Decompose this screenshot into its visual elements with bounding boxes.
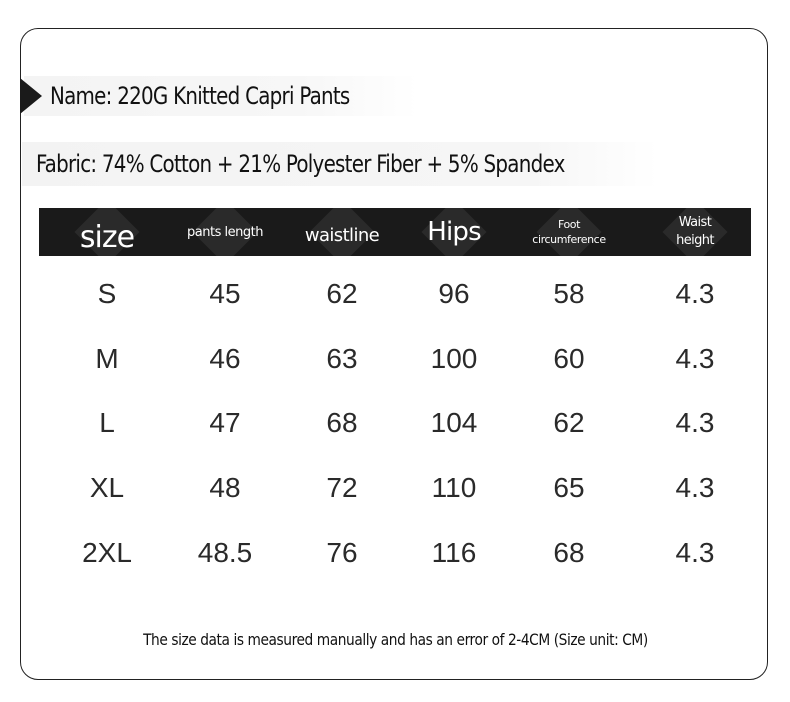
header-hips [409,208,499,256]
cell-waistline: 76 [326,536,358,568]
header-waist-height-line1: Waist [678,215,712,230]
product-fabric-banner [22,142,658,186]
header-foot-label [532,217,605,247]
cell-waist-height: 4.3 [675,536,715,568]
cell-size: 2XL [82,536,132,568]
header-waist-height [639,208,751,256]
cell-size: L [99,407,115,439]
header-size [39,208,175,256]
header-waist-height-label [676,214,714,250]
header-hips-label: Hips [427,217,481,247]
table-body [39,262,751,585]
cell-size: S [97,278,117,310]
header-foot-line2: circumference [532,233,606,246]
cell-pants-length: 47 [209,407,241,439]
cell-hips: 116 [431,536,477,568]
table-row [39,456,751,521]
cell-foot: 65 [553,472,585,504]
cell-foot: 60 [553,342,585,374]
cell-pants-length: 48.5 [197,536,253,568]
cell-waistline: 63 [326,342,358,374]
cell-waist-height: 4.3 [675,407,715,439]
arrow-marker-icon [20,78,42,114]
header-waist-height-line2: height [676,233,714,248]
cell-waistline: 72 [326,472,358,504]
product-name: Name: 220G Knitted Capri Pants [50,82,350,110]
measurement-note [0,630,790,649]
product-name-banner [24,76,418,116]
cell-waistline: 68 [326,407,358,439]
table-header-row [39,208,751,256]
header-pants-length [175,208,275,256]
header-foot-circumference [499,208,639,256]
cell-size: M [95,342,119,374]
cell-foot: 58 [553,278,585,310]
table-row [39,262,751,327]
header-foot-line1: Foot [557,218,581,231]
header-size-label: size [79,219,135,255]
cell-waist-height: 4.3 [675,342,715,374]
header-pants-length-label: pants length [187,224,263,240]
cell-waistline: 62 [326,278,358,310]
cell-hips: 100 [430,342,478,374]
cell-pants-length: 45 [209,278,241,310]
header-waistline-label: waistline [304,224,380,246]
cell-foot: 62 [553,407,585,439]
cell-hips: 104 [430,407,478,439]
cell-hips: 96 [438,278,470,310]
cell-pants-length: 48 [209,472,241,504]
cell-waist-height: 4.3 [675,278,715,310]
cell-size: XL [89,472,125,504]
measurement-note-text: The size data is measured manually and has an error of 2-4CM (Size unit: CM) [142,630,648,649]
size-table [39,208,751,585]
product-fabric: Fabric: 74% Cotton + 21% Polyester Fiber + 5% Spandex [36,150,565,178]
table-row [39,391,751,456]
cell-foot: 68 [553,536,585,568]
table-row [39,520,751,585]
header-waistline [275,208,409,256]
cell-hips: 110 [431,472,477,504]
table-row [39,327,751,392]
cell-waist-height: 4.3 [675,472,715,504]
cell-pants-length: 46 [209,342,241,374]
